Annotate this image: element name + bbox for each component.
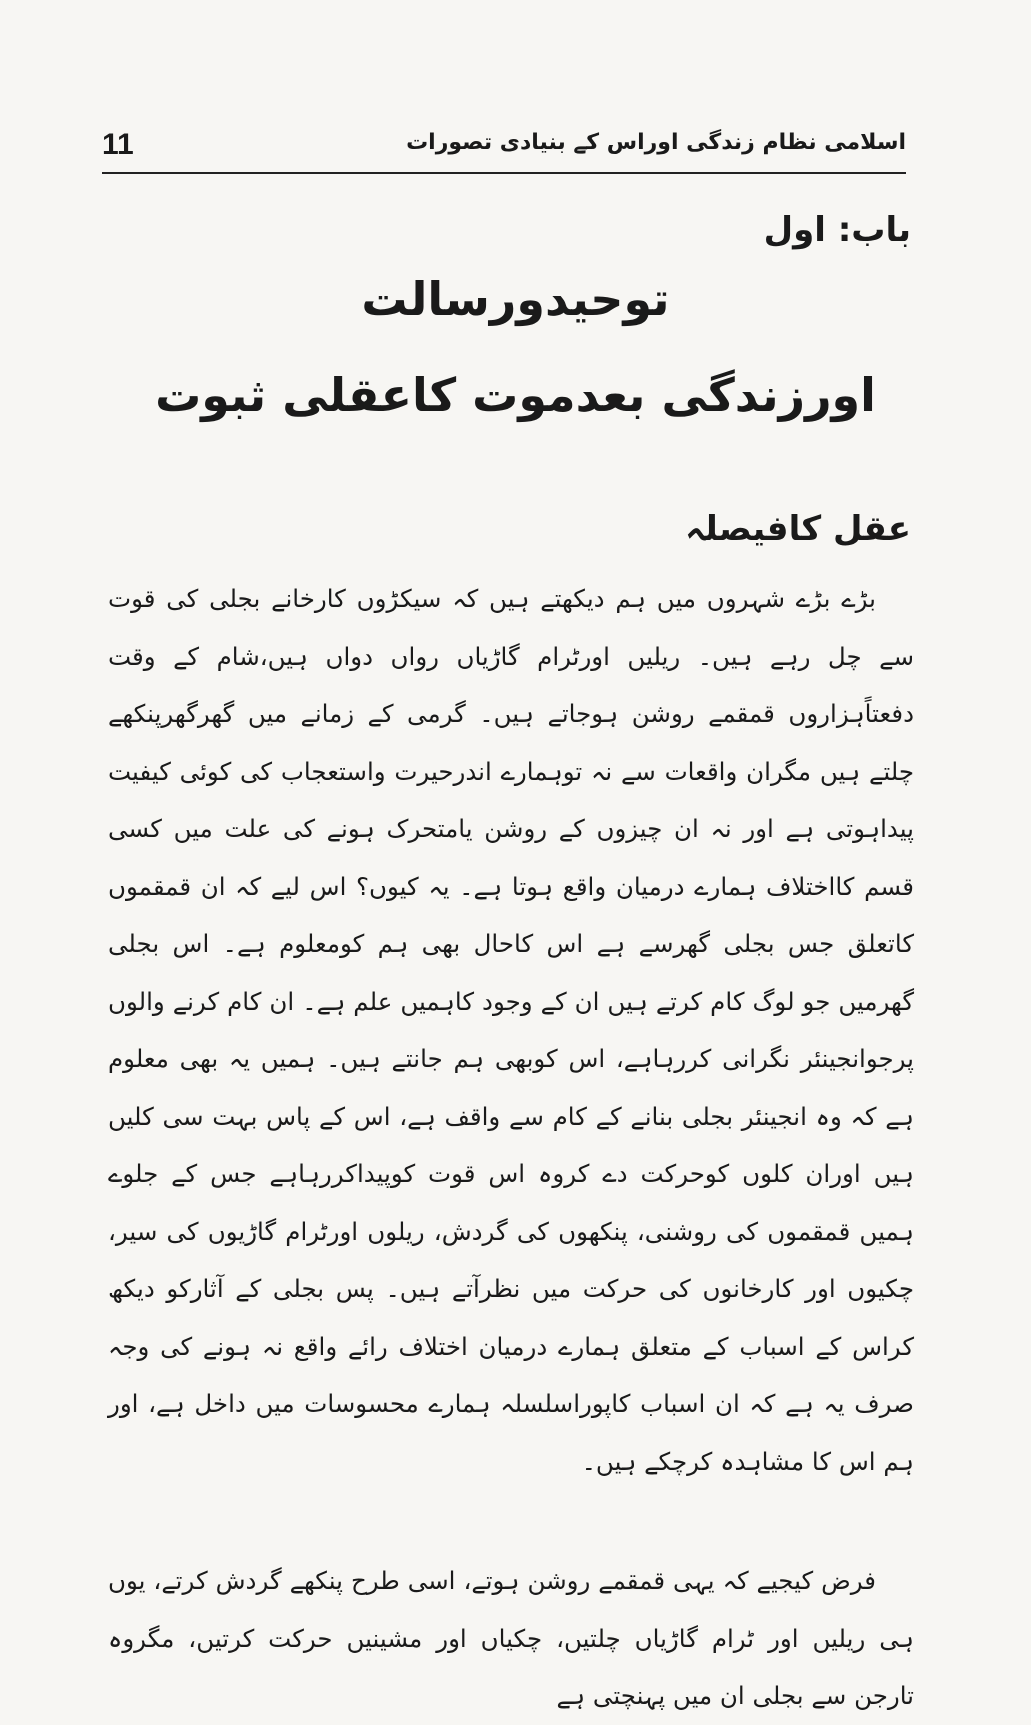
body-text-continued [108, 1552, 914, 1725]
running-header [102, 128, 906, 174]
paragraph-2: فرض کیجیے کہ یہی قمقمے روشن ہوتے، اسی طرح پنکھے گردش کرتے، یوں ہی ریلیں اور ٹرام گاڑیاں چلتیں، چکیاں اور مشینیں حرکت کرتیں، مگروہ تارجن سے بجلی ان میں پہنچتی ہے [108, 1566, 914, 1710]
page-number: 11 [102, 128, 134, 161]
paragraph-1: بڑے بڑے شہروں میں ہم دیکھتے ہیں کہ سیکڑوں کارخانے بجلی کی قوت سے چل رہے ہیں۔ ریلیں اورٹرام گاڑیاں رواں دواں ہیں،شام کے وقت دفعتاًہزاروں قمقمے روشن ہوجاتے ہیں۔ گرمی کے زمانے میں گھرگھرپنکھے چلتے ہیں مگران واقعات سے نہ توہمارے اندرحیرت واستعجاب کی کوئی کیفیت پیداہوتی ہے اور نہ ان چیزوں کے روشن یامتحرک ہونے کی علت میں کسی قسم کااختلاف ہمارے درمیان واقع ہوتا ہے۔ یہ کیوں؟ اس لیے کہ ان قمقموں کاتعلق جس بجلی گھرسے ہے اس کاحال بھی ہم کومعلوم ہے۔ اس بجلی گھرمیں جو لوگ کام کرتے ہیں ان کے وجود کاہمیں علم ہے۔ ان کام کرنے والوں پرجوانجینئر نگرانی کررہاہے، اس کوبھی ہم جانتے ہیں۔ ہمیں یہ بھی معلوم ہے کہ وہ انجینئر بجلی بنانے کے کام سے واقف ہے، اس کے پاس بہت سی کلیں ہیں اوران کلوں کوحرکت دے کروہ اس قوت کوپیداکررہاہے جس کے جلوے ہمیں قمقموں کی روشنی، پنکھوں کی گردش، ریلوں اورٹرام گاڑیوں کی سیر، چکیوں اور کارخانوں کی حرکت میں نظرآتے ہیں۔ پس بجلی کے آثارکو دیکھ کراس کے اسباب کے متعلق ہمارے درمیان اختلاف رائے واقع نہ ہونے کی وجہ صرف یہ ہے کہ ان اسباب کاپوراسلسلہ ہمارے محسوسات میں داخل ہے، اور ہم اس کا مشاہدہ کرچکے ہیں۔ [108, 584, 914, 1476]
book-title: اسلامی نظام زندگی اوراس کے بنیادی تصورات [406, 130, 906, 155]
section-heading: عقل کافیصلہ [685, 509, 911, 549]
body-text [108, 570, 914, 1490]
chapter-title-line-2: اورزندگی بعدموت کاعقلی ثبوت [155, 368, 876, 422]
chapter-label: باب: اول [763, 210, 911, 250]
chapter-title-line-1: توحیدورسالت [361, 272, 670, 326]
